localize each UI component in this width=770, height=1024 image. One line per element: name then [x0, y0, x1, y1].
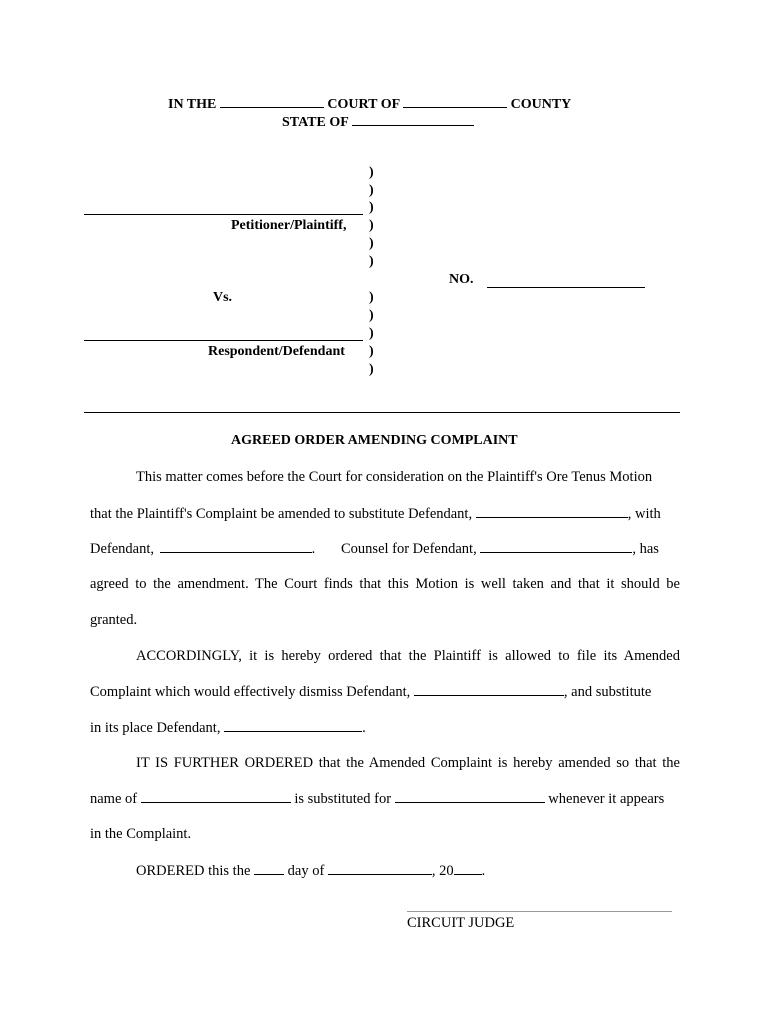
in-the-label: IN THE: [168, 97, 217, 112]
body-line: ACCORDINGLY, it is hereby ordered that the Plaintiff is allowed to file its Amended: [136, 648, 680, 664]
body-line: Complaint which would effectively dismiss Defendant, , and substitute: [90, 684, 652, 700]
body-line: granted.: [90, 612, 138, 628]
court-of-label: COURT OF: [327, 97, 400, 112]
defendant-blank[interactable]: [160, 540, 312, 553]
name-of-blank[interactable]: [141, 790, 291, 803]
caption-paren: ): [369, 200, 374, 215]
case-number-label: NO.: [449, 272, 474, 287]
caption-paren: ): [369, 326, 374, 341]
respondent-name-line[interactable]: [84, 340, 363, 341]
county-label: COUNTY: [510, 97, 572, 112]
caption-divider: [84, 412, 680, 413]
vs-label: Vs.: [213, 290, 233, 305]
day-blank[interactable]: [254, 862, 284, 875]
body-line: that the Plaintiff's Complaint be amended to substitute Defendant, , with: [90, 506, 661, 522]
caption-paren: ): [369, 308, 374, 323]
replacement-defendant-blank[interactable]: [224, 719, 362, 732]
body-line: in its place Defendant, .: [90, 720, 366, 736]
body-line: Counsel for Defendant, , has: [341, 541, 659, 557]
body-line: in the Complaint.: [90, 826, 192, 842]
dismissed-defendant-blank[interactable]: [414, 683, 564, 696]
court-name-blank[interactable]: [220, 95, 324, 108]
judge-signature-label: CIRCUIT JUDGE: [407, 915, 515, 931]
caption-paren: ): [369, 254, 374, 269]
state-of-label: STATE OF: [282, 115, 349, 130]
year-blank[interactable]: [454, 862, 482, 875]
court-header-line: [168, 95, 571, 113]
state-name-blank[interactable]: [352, 113, 474, 126]
caption-paren: ): [369, 236, 374, 251]
county-name-blank[interactable]: [403, 95, 507, 108]
caption-paren: ): [369, 290, 374, 305]
month-blank[interactable]: [328, 862, 432, 875]
body-line: agreed to the amendment. The Court finds that this Motion is well taken and that it should be: [90, 576, 680, 592]
judge-signature-line[interactable]: [407, 911, 672, 912]
caption-paren: ): [369, 362, 374, 377]
body-line: This matter comes before the Court for consideration on the Plaintiff's Ore Tenus Motion: [136, 469, 653, 485]
counsel-blank[interactable]: [480, 540, 632, 553]
document-title: AGREED ORDER AMENDING COMPLAINT: [231, 433, 518, 448]
substituted-for-blank[interactable]: [395, 790, 545, 803]
caption-paren: ): [369, 165, 374, 180]
respondent-label: Respondent/Defendant: [208, 344, 345, 359]
body-line: Defendant, .: [90, 541, 316, 557]
state-line: [282, 113, 474, 131]
body-line: name of is substituted for whenever it appears: [90, 791, 665, 807]
caption-paren: ): [369, 218, 374, 233]
ordered-date-line: ORDERED this the day of , 20 .: [136, 863, 486, 879]
body-line: IT IS FURTHER ORDERED that the Amended Complaint is hereby amended so that the: [136, 755, 680, 771]
case-number-line[interactable]: [487, 287, 645, 288]
petitioner-label: Petitioner/Plaintiff,: [231, 218, 347, 233]
caption-paren: ): [369, 183, 374, 198]
substitute-defendant-blank[interactable]: [476, 505, 628, 518]
petitioner-name-line[interactable]: [84, 214, 363, 215]
caption-paren: ): [369, 344, 374, 359]
